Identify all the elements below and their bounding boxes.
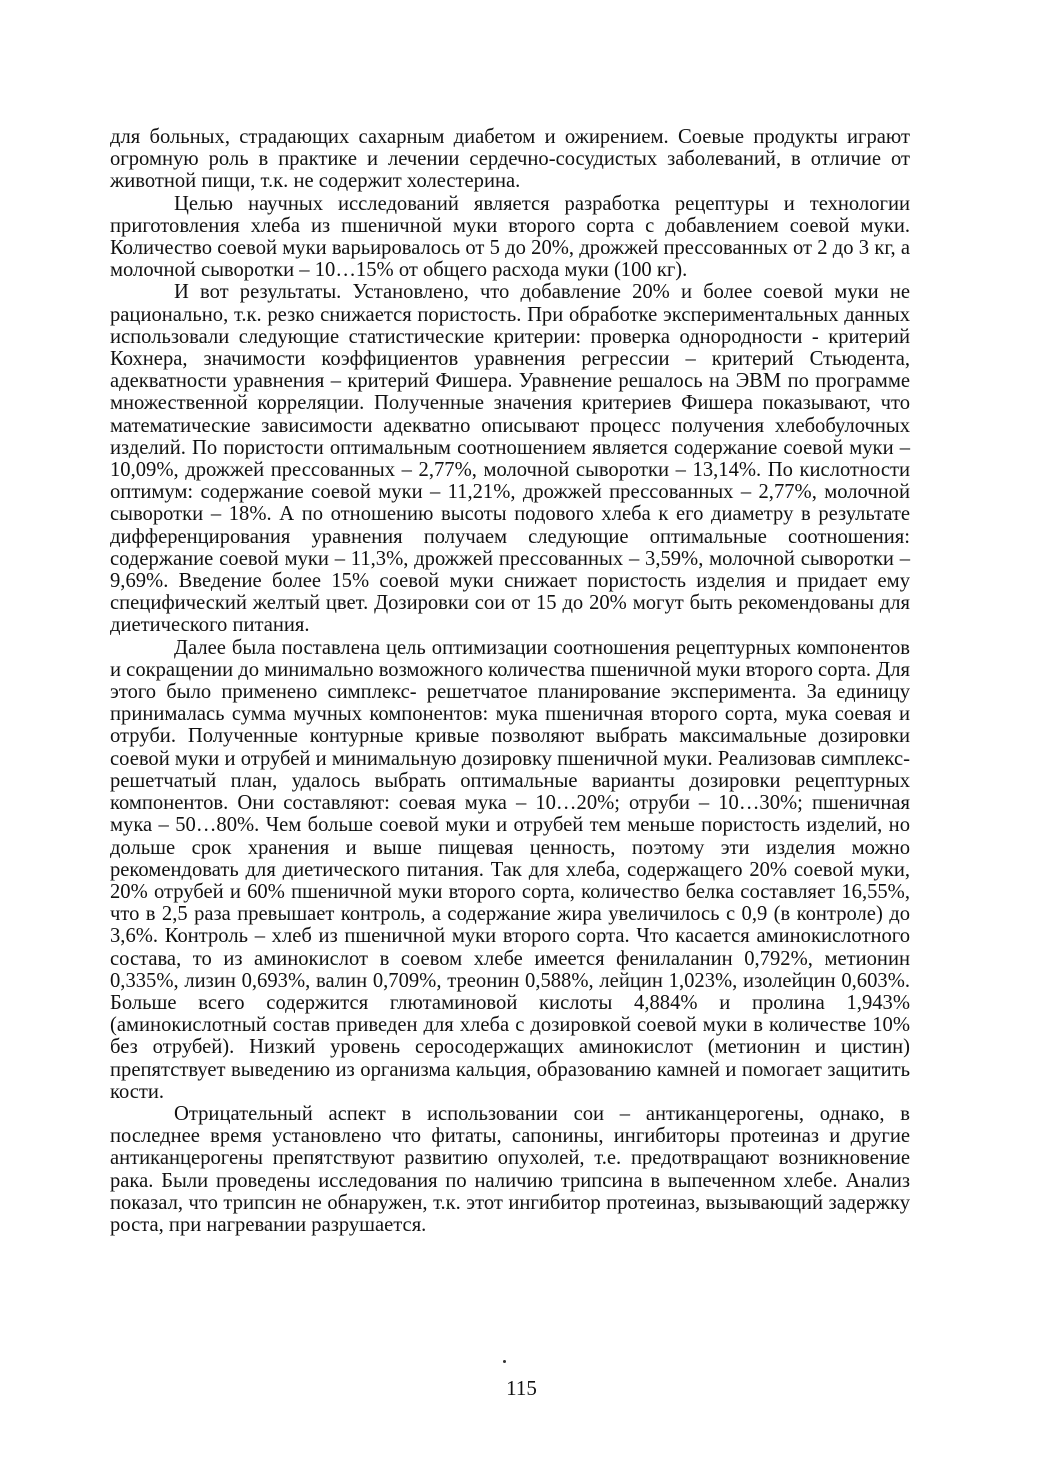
paragraph-optimization: Далее была поставлена цель оптимизации соотношения рецептурных компонентов и сокращении до минимально возможного количества пшеничной муки второго сорта. Для этого было применено симплекс- решетчатое планирование эксперимента. За единицу принималась сумма мучных компонентов: мука пшеничная второго сорта, мука соевая и отруби. Полученные контурные кривые позволяют выбрать максимальные дозировки соевой муки и отрубей и минимальную дозировку пшеничной муки. Реализовав симплекс-решетчатый план, удалось выбрать оптимальные варианты дозировки рецептурных компонентов. Они составляют: соевая мука – 10…20%; отруби – 10…30%; пшеничная мука – 50…80%. Чем больше соевой муки и отрубей тем меньше пористость изделий, но дольше срок хранения и выше пищевая ценность, поэтому эти изделия можно рекомендовать для диетического питания. Так для хлеба, содержащего 20% соевой муки, 20% отрубей и 60% пшеничной муки второго сорта, количество белка составляет 16,55%, что в 2,5 раза превышает контроль, а содержание жира увеличилось с 0,9 (в контроле) до 3,6%. Контроль – хлеб из пшеничной муки второго сорта. Что касается аминокислотного состава, то из аминокислот в соевом хлебе имеется фенилаланин 0,792%, метионин 0,335%, лизин 0,693%, валин 0,709%, треонин 0,588%, лейцин 1,023%, изолейцин 0,603%. Больше всего содержится глютаминовой кислоты 4,884% и пролина 1,943% (аминокислотный состав приведен для хлеба с дозировкой соевой муки в количестве 10% без отрубей). Низкий уровень серосодержащих аминокислот (метионин и цистин) препятствует выведению из организма кальция, образованию камней и помогает защитить кости. [110, 636, 910, 1103]
page-number: 115 [506, 1376, 537, 1400]
scan-dot [503, 1360, 506, 1363]
paragraph-continuation: для больных, страдающих сахарным диабетом и ожирением. Соевые продукты играют огромную роль в практике и лечении сердечно-сосудистых заболеваний, в отличие от животной пищи, т.к. не содержит холестерина. [110, 126, 910, 193]
paragraph-results: И вот результаты. Установлено, что добавление 20% и более соевой муки не рационально, т.к. резко снижается пористость. При обработке экспериментальных данных использовали следующие статистические критерии: проверка однородности - критерий Кохнера, значимости коэффициентов уравнения регрессии – критерий Стьюдента, адекватности уравнения – критерий Фишера. Уравнение решалось на ЭВМ по программе множественной корреляции. Полученные значения критериев Фишера показывают, что математические зависимости адекватно описывают процесс получения хлебобулочных изделий. По пористости оптимальным соотношением является содержание соевой муки – 10,09%, дрожжей прессованных – 2,77%, молочной сыворотки – 13,14%. По кислотности оптимум: содержание соевой муки – 11,21%, дрожжей прессованных – 2,77%, молочной сыворотки – 18%. А по отношению высоты подового хлеба к его диаметру в результате дифференцирования уравнения получаем следующие оптимальные соотношения: содержание соевой муки – 11,3%, дрожжей прессованных – 3,59%, молочной сыворотки – 9,69%. Введение более 15% соевой муки снижает пористость изделия и придает ему специфический желтый цвет. Дозировки сои от 15 до 20% могут быть рекомендованы для диетического питания. [110, 281, 910, 637]
page-body [110, 126, 910, 1236]
paragraph-research-goal: Целью научных исследований является разработка рецептуры и технологии приготовления хлеба из пшеничной муки второго сорта с добавлением соевой муки. Количество соевой муки варьировалось от 5 до 20%, дрожжей прессованных от 2 до 3 кг, а молочной сыворотки – 10…15% от общего расхода муки (100 кг). [110, 192, 910, 282]
paragraph-anticarcinogens: Отрицательный аспект в использовании сои – антиканцерогены, однако, в последнее время установлено что фитаты, сапонины, ингибиторы протеиназ и другие антиканцерогены препятствуют развитию опухолей, т.е. предотвращают возникновение рака. Были проведены исследования по наличию трипсина в выпеченном хлебе. Анализ показал, что трипсин не обнаружен, т.к. этот ингибитор протеиназ, вызывающий задержку роста, при нагревании разрушается. [110, 1102, 910, 1236]
